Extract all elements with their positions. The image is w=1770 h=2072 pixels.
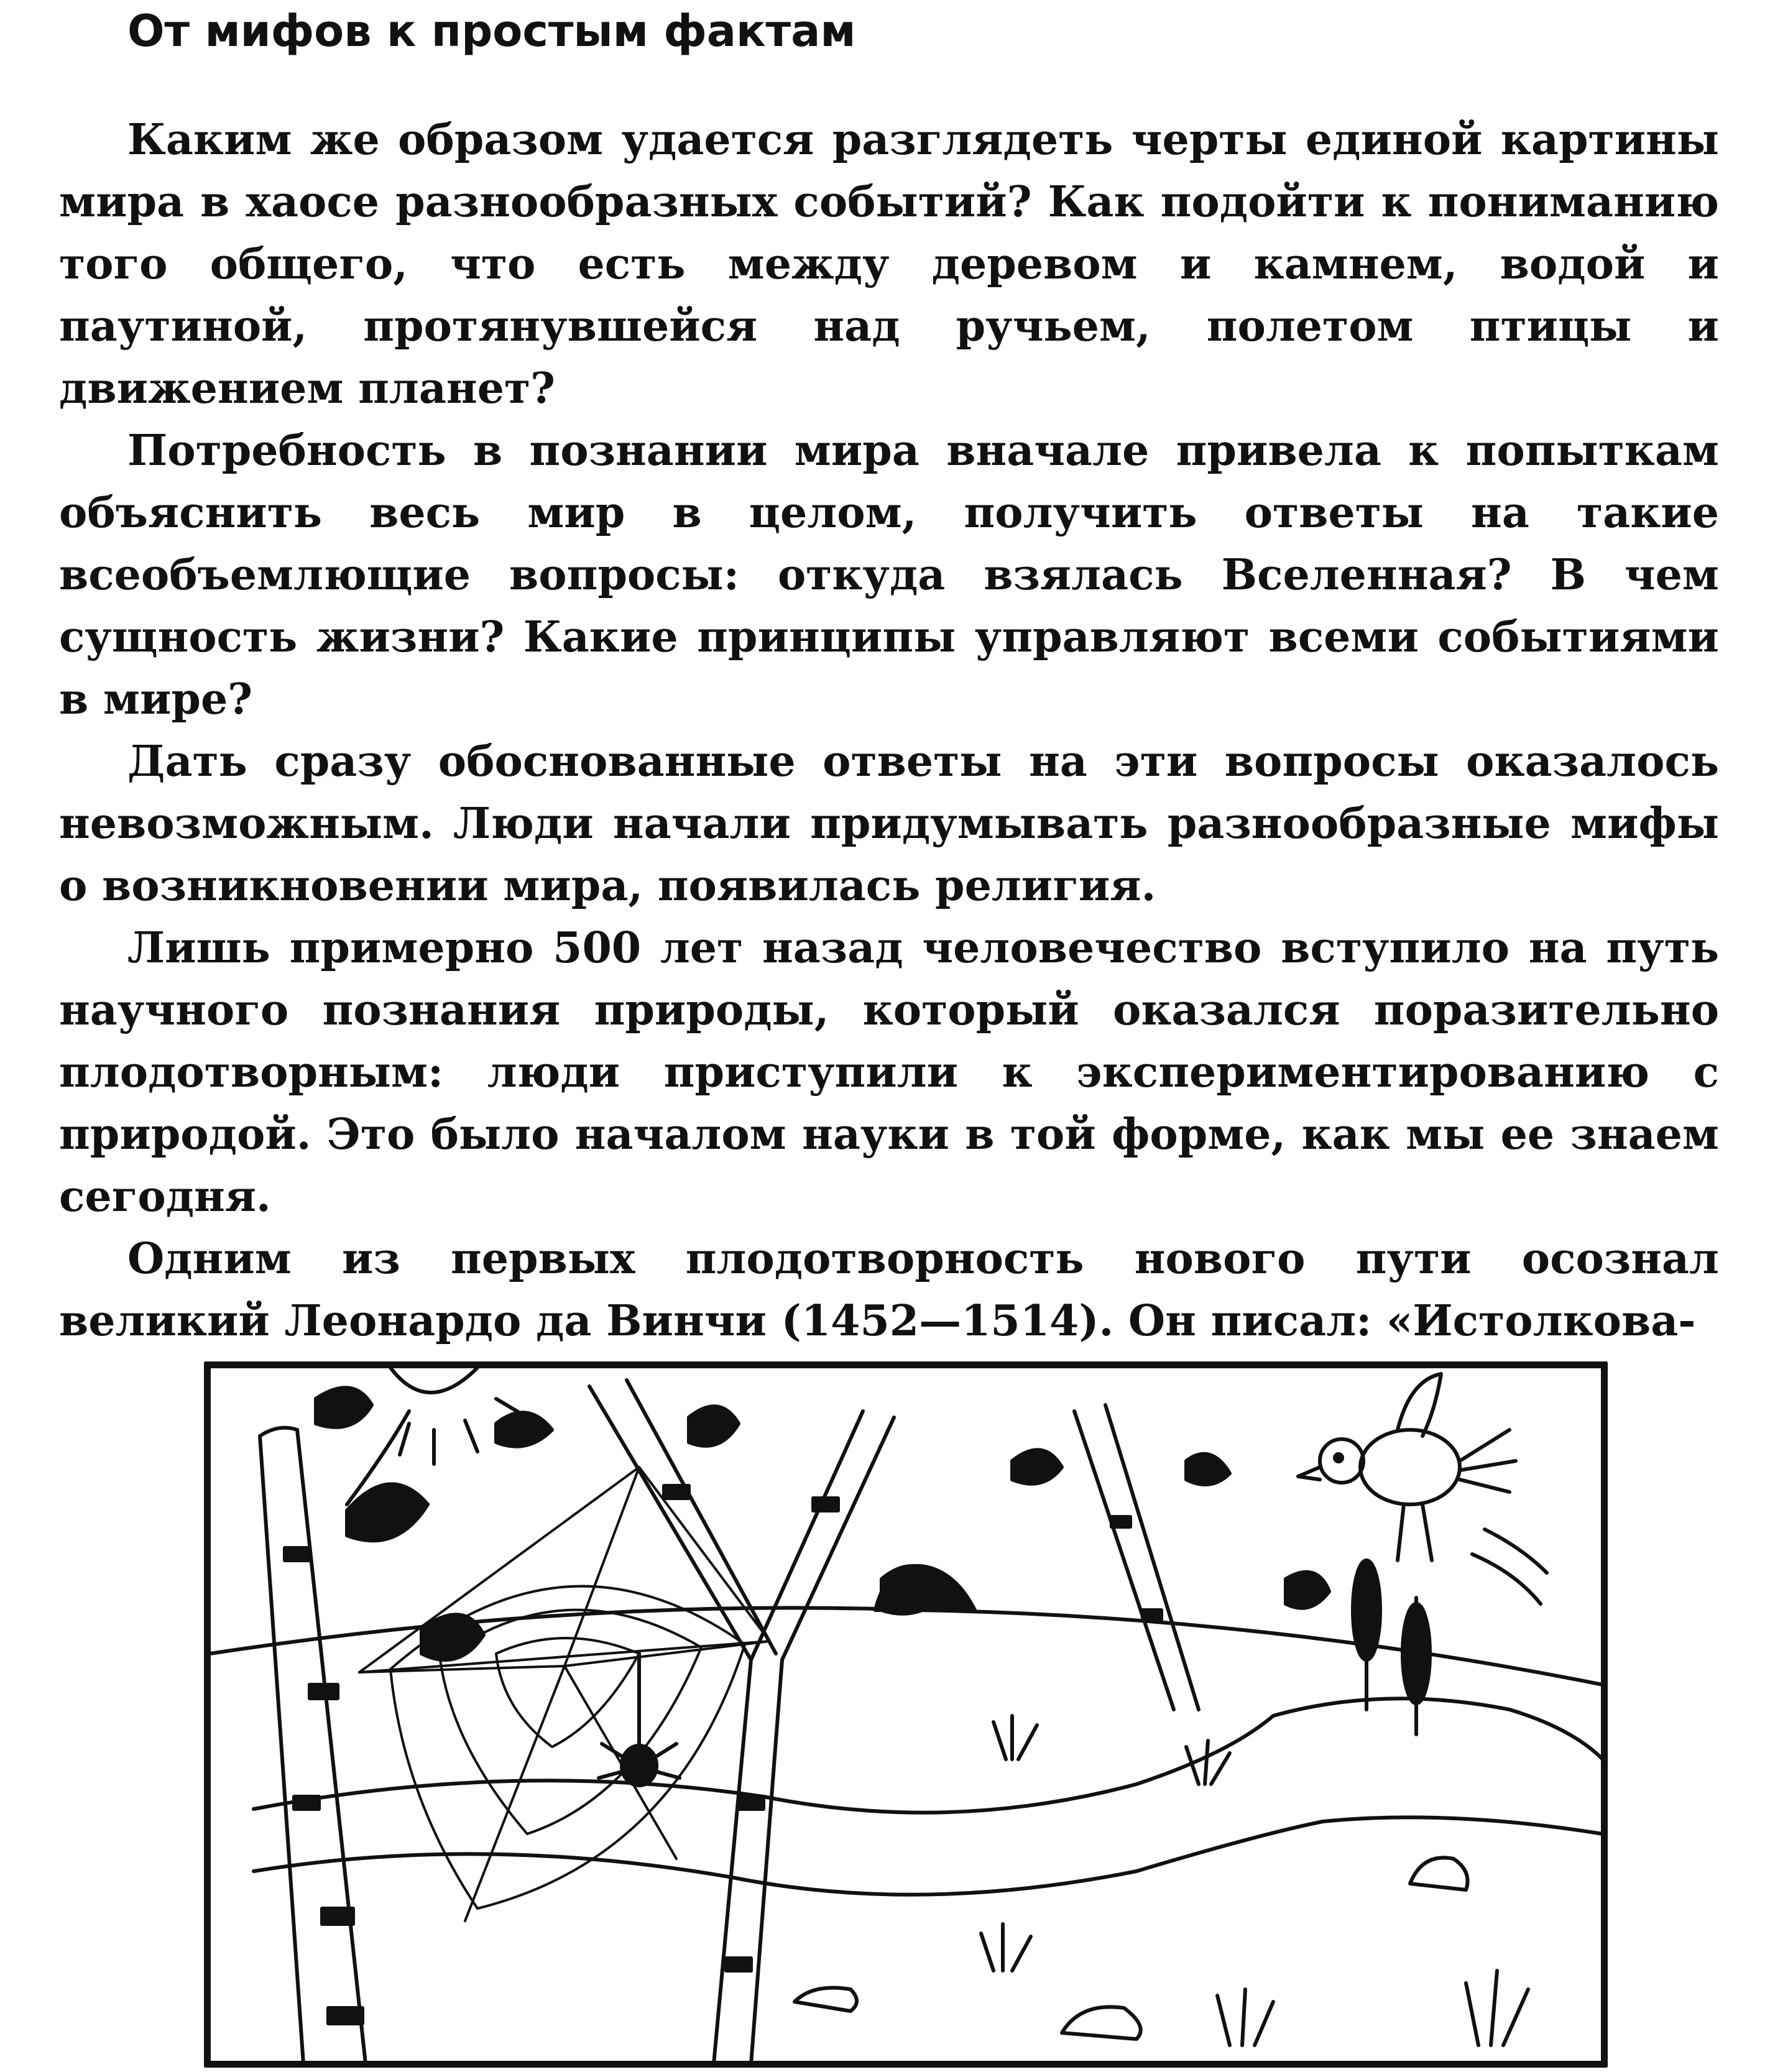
paragraph: Каким же образом удается разглядеть черты единой картины мира в хаосе разнообразных событий? Как подойти к пониманию того общего, что есть между деревом и камнем, водой и паутиной, протянувшейся над ручьем, полетом птицы и движением планет? (59, 115, 1719, 413)
stream-icon (254, 1698, 1603, 1894)
nature-illustration (204, 1361, 1608, 2068)
stone-icon (795, 1858, 1468, 2039)
birch-tree-icon (1074, 1405, 1199, 1710)
body-text (59, 109, 1719, 1352)
spider-web-icon (359, 1467, 770, 1921)
bird-icon (1298, 1374, 1547, 1604)
paragraph: Потребность в познании мира вначале привела к попыткам объяснить весь мир в целом, получить ответы на такие всеобъемлющие вопросы: откуда взялась Вселенная? В чем сущность жизни? Какие принципы управляют всеми событиями в мире? (59, 426, 1719, 724)
section-heading: От мифов к простым фактам (127, 6, 856, 57)
paragraph: Лишь примерно 500 лет назад человечество вступило на путь научного познания природы, который оказался поразительно плодотворным: люди приступили к экспериментированию с природой. Это было началом науки в той форме, как мы ее знаем сегодня. (59, 923, 1719, 1222)
illustration-frame (207, 1365, 1605, 2065)
spider-icon (599, 1654, 680, 1785)
paragraph: Дать сразу обоснованные ответы на эти вопросы оказалось невозможным. Люди начали придумывать разнообразные мифы о возникновении мира, появилась религия. (59, 737, 1719, 911)
birch-tree-icon (589, 1380, 894, 2064)
paragraph: Одним из первых плодотворность нового пути осознал великий Леонардо да Винчи (1452—1514). Он писал: «Истолкова- (59, 1234, 1719, 1346)
grass-icon (981, 1716, 1528, 2045)
